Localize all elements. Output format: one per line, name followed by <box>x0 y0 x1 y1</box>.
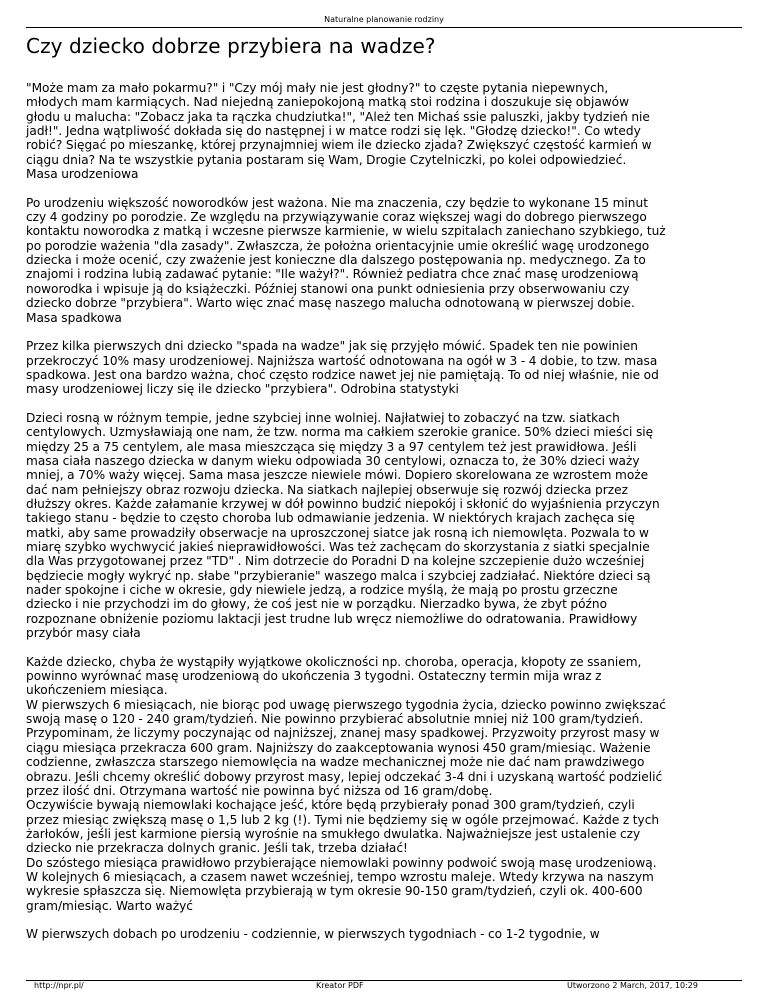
footer-generator: Kreator PDF <box>316 981 364 990</box>
paragraph-line: dziecko dobrze "przybiera". Warto więc znać masę naszego malucha odnotowaną w pierwszej dobie. <box>26 296 635 311</box>
paragraph-line: takiego stanu - będzie to często choroba lub odmawianie jedzenia. W niektórych krajach zachęca się <box>26 511 635 526</box>
paragraph-line: ukończeniem miesiąca. <box>26 683 168 698</box>
paragraph-line: po porodzie ważenia "dla zasady". Zwłaszcza, że położna orientacyjnie umie określić wagę urodzonego <box>26 238 650 253</box>
paragraph-line: W pierwszych 6 miesiącach, nie biorąc pod uwagę pierwszego tygodnia życia, dziecko powinno zwiększać <box>26 697 666 712</box>
paragraph-line: masy urodzeniowej liczy się ile dziecko "przybiera". Odrobina statystyki <box>26 382 459 397</box>
paragraph-line: miarę szybko wychwycić jakieś nieprawidłowości. Was też zachęcam do skorzystania z siatki specjalnie <box>26 540 650 554</box>
article-paragraph <box>26 339 746 396</box>
paragraph-line: przybór masy ciała <box>26 626 141 641</box>
paragraph-line: Masa spadkowa <box>26 310 122 325</box>
paragraph-line: gram/miesiąc. Warto ważyć <box>26 898 193 913</box>
paragraph-line: rozpoznane obniżenie poziomu laktacji jest trudne lub wręcz niemożliwe do odratowania. Prawidłowy <box>26 611 638 626</box>
header-divider <box>26 27 742 28</box>
paragraph-line: spadkowa. Jest ona bardzo ważna, choć często rodzice nawet jej nie pamiętają. To od niej właśnie, nie od <box>26 367 659 382</box>
article-paragraph <box>26 927 746 941</box>
paragraph-line: żarłoków, jeśli jest karmione piersią wyrośnie na smukłego dwulatka. Najważniejsze jest ustalenie czy <box>26 826 641 841</box>
paragraph-line: przez ilość dni. Otrzymana wartość nie powinna być niższa od 16 gram/dobę. <box>26 783 493 798</box>
article-paragraph <box>26 411 746 641</box>
paragraph-line: noworodka i wpisuje ją do książeczki. Później stanowi ona punkt odniesienia przy obserwowaniu czy <box>26 281 630 296</box>
paragraph-line: młodych mam karmiących. Nad niejedną zaniepokojoną matką stoi rodzina i doszukuje się objawów <box>26 95 630 110</box>
paragraph-line: ciągu dnia? Na te wszystkie pytania postaram się Wam, Drogie Czytelniczki, po kolei odpowiedzieć. <box>26 152 627 167</box>
paragraph-line: Po urodzeniu większość noworodków jest ważona. Nie ma znaczenia, czy będzie to wykonane 15 minut <box>26 195 648 210</box>
paragraph-line: Masa urodzeniowa <box>26 167 139 182</box>
paragraph-line: obrazu. Jeśli chcemy określić dobowy przyrost masy, lepiej odczekać 3-4 dni i uzyskaną wartość podzielić <box>26 769 663 784</box>
paragraph-line: "Może mam za mało pokarmu?" i "Czy mój mały nie jest głodny?" to częste pytania niepewnych, <box>26 81 609 95</box>
paragraph-line: dłuższy okres. Każde załamanie krzywej w dół powinno budzić niepokój i skłonić do wyjaśnienia przyczyn <box>26 496 660 511</box>
paragraph-line: Dzieci rosną w różnym tempie, jedne szybciej inne wolniej. Najłatwiej to zobaczyć na tzw. siatkach <box>26 410 620 425</box>
paragraph-line: powinno wyrównać masę urodzeniową do ukończenia 3 tygodni. Ostateczny termin mija wraz z <box>26 669 602 684</box>
paragraph-line: jadł!". Jedna wątpliwość dokłada się do następnej i w matce rodzi się lęk. "Głodzę dziecko!". Co wtedy <box>26 124 641 139</box>
paragraph-line: ciągu miesiąca przekracza 600 gram. Najniższy do zaakceptowania wynosi 450 gram/miesiąc. Ważenie <box>26 740 651 755</box>
paragraph-line: codzienne, zwłaszcza starszego niemowlęcia na wadze mechanicznej może nie dać nam prawdziwego <box>26 755 645 770</box>
paragraph-line: będziecie mogły wykryć np. słabe "przybieranie" waszego malca i szybciej zadziałać. Niektóre dzieci są <box>26 568 651 583</box>
paragraph-line: mniej, a 70% waży więcej. Sama masa jeszcze niewiele mówi. Dopiero skorelowana ze wzrostem może <box>26 468 649 483</box>
paragraph-line: dla Was przygotowanej przez "TD" . Nim dotrzecie do Poradni D na kolejne szczepienie dużo wcześniej <box>26 554 645 569</box>
paragraph-line: przekroczyć 10% masy urodzeniowej. Najniższa wartość odnotowana na ogół w 3 - 4 dobie, to tzw. masa <box>26 353 658 368</box>
paragraph-line: przez miesiąc zwiększą masę o 1,5 lub 2 kg (!). Tymi nie będziemy się w ogóle przejmować. Każde z tych <box>26 812 660 827</box>
article-title: Czy dziecko dobrze przybiera na wadze? <box>26 34 436 58</box>
article-paragraph <box>26 81 746 181</box>
footer-created-date: Utworzono 2 March, 2017, 10:29 <box>567 981 698 990</box>
paragraph-line: dziecko nie przekracza dolnych granic. Jeśli tak, trzeba działać! <box>26 841 408 856</box>
paragraph-line: Każde dziecko, chyba że wystąpiły wyjątkowe okoliczności np. choroba, operacja, kłopoty ze ssaniem, <box>26 654 642 669</box>
paragraph-line: Przez kilka pierwszych dni dziecko "spada na wadze" jak się przyjęło mówić. Spadek ten nie powinien <box>26 339 638 354</box>
article-paragraph <box>26 196 746 325</box>
paragraph-line: kontaktu noworodka z matką i wczesne pierwsze karmienie, w wielu szpitalach zaniechano szybkiego, tuż <box>26 224 666 239</box>
paragraph-line: nader spokojne i ciche w okresie, gdy niewiele jedzą, a rodzice myślą, że mają po prostu grzeczne <box>26 583 618 598</box>
article-body <box>26 81 746 956</box>
paragraph-line: W pierwszych dobach po urodzeniu - codziennie, w pierwszych tygodniach - co 1-2 tygodnie, w <box>26 927 600 942</box>
paragraph-line: centylowych. Uzmysławiają one nam, że tzw. norma ma całkiem szerokie granice. 50% dzieci mieści się <box>26 425 654 440</box>
paragraph-line: głodu u malucha: "Zobacz jaka ta rączka chudziutka!", "Ależ ten Michaś ssie paluszki, jakby tydzień nie <box>26 109 650 124</box>
paragraph-line: czy 4 godziny po porodzie. Ze względu na przywiązywanie coraz większej wagi do dobrego pierwszego <box>26 210 647 225</box>
paragraph-line: dziecko i nie przychodzi im do głowy, że coś jest nie w porządku. Nierzadko bywa, że zbyt późno <box>26 597 608 612</box>
paragraph-line: masa ciała naszego dziecka w danym wieku odpowiada 30 centylowi, oznacza to, że 30% dzieci waży <box>26 453 640 468</box>
paragraph-line: między 25 a 75 centylem, ale masa mieszcząca się między 3 a 97 centylem też jest prawidłowa. Jeśli <box>26 439 637 454</box>
paragraph-line: matki, aby same prowadziły obserwacje na uproszczonej siatce jak rosną ich niemowlęta. Pozwala to w <box>26 525 649 540</box>
article-paragraph <box>26 655 746 913</box>
paragraph-line: W kolejnych 6 miesiącach, a czasem nawet wcześniej, tempo wzrostu maleje. Wtedy krzywa na naszym <box>26 869 654 884</box>
footer-url[interactable]: http://npr.pl/ <box>34 981 84 990</box>
paragraph-line: Do szóstego miesiąca prawidłowo przybierające niemowlaki powinny podwoić swoją masę urodzeniową. <box>26 855 657 870</box>
paragraph-line: znajomi i rodzina lubią zadawać pytanie: "Ile ważył?". Również pediatra chce znać masę urodzeniową <box>26 267 639 282</box>
paragraph-line: dać nam pełniejszy obraz rozwoju dziecka. Na siatkach najlepiej obserwuje się rozwój dziecka przez <box>26 482 628 497</box>
paragraph-line: swoją masę o 120 - 240 gram/tydzień. Nie powinno przybierać absolutnie mniej niż 100 gram/tydzień. <box>26 712 644 727</box>
page-header: Naturalne planowanie rodziny <box>324 15 444 24</box>
paragraph-line: Oczywiście bywają niemowlaki kochające jeść, które będą przybierały ponad 300 gram/tydzień, czyli <box>26 798 635 813</box>
paragraph-line: robić? Sięgać po mieszankę, której przynajmniej wiem ile dziecko zjada? Zwiększyć częstość karmień w <box>26 138 652 153</box>
paragraph-line: wykresie spłaszcza się. Niemowlęta przybierają w tym okresie 90-150 gram/tydzień, czyli ok. 400-600 <box>26 884 643 899</box>
paragraph-line: Przypominam, że liczymy poczynając od najniższej, znanej masy spadkowej. Przyzwoity przyrost masy w <box>26 726 660 741</box>
paragraph-line: dziecka i może ocenić, czy zważenie jest konieczne dla dalszego postępowania np. medycznego. Za to <box>26 253 646 268</box>
